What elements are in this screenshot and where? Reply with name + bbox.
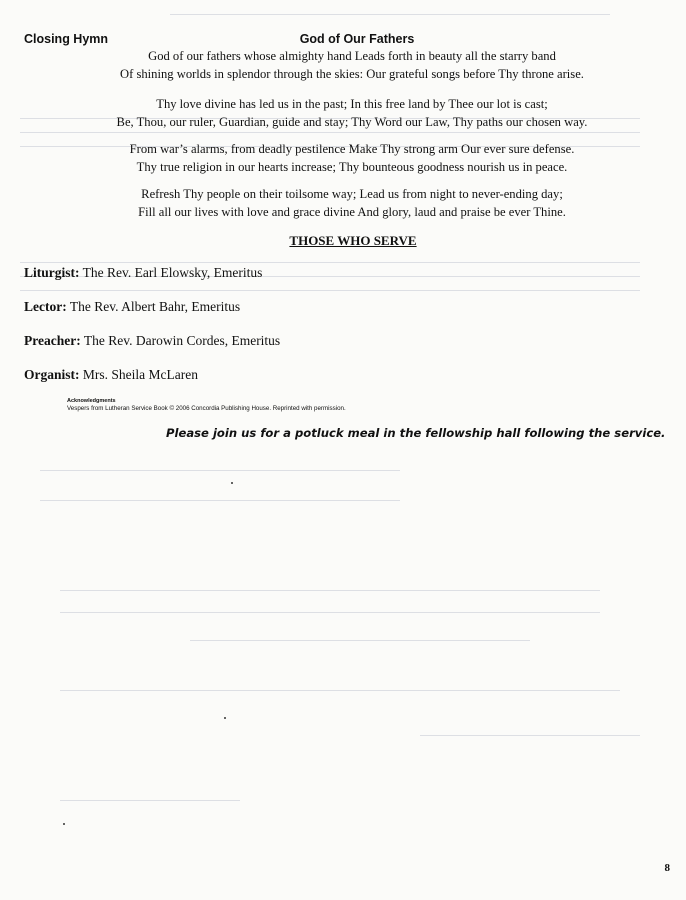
bleed-through-line xyxy=(40,470,400,471)
bleed-through-line xyxy=(60,690,620,691)
acknowledgments-text: Vespers from Lutheran Service Book © 2006 Concordia Publishing House. Reprinted with permission. xyxy=(67,405,346,412)
role-organist xyxy=(24,367,198,383)
role-person: The Rev. Darowin Cordes, Emeritus xyxy=(83,333,281,348)
potluck-announcement: Please join us for a potluck meal in the fellowship hall following the service. xyxy=(166,426,666,440)
those-who-serve-heading: THOSE WHO SERVE xyxy=(289,233,417,248)
role-liturgist xyxy=(24,265,262,281)
page-number: 8 xyxy=(664,862,670,874)
hymn-stanza-2 xyxy=(0,95,686,131)
bleed-through-line xyxy=(170,14,610,15)
bleed-through-line xyxy=(420,735,640,736)
bleed-through-line xyxy=(20,290,640,291)
role-label: Liturgist: xyxy=(24,265,80,280)
role-person: The Rev. Albert Bahr, Emeritus xyxy=(69,299,241,314)
role-preacher xyxy=(24,333,280,349)
stanza-line: Fill all our lives with love and grace divine And glory, laud and praise be ever Thine. xyxy=(138,205,566,219)
stanza-line: Be, Thou, our ruler, Guardian, guide and stay; Thy Word our Law, Thy paths our chosen way. xyxy=(116,115,588,129)
stanza-line: Thy love divine has led us in the past; In this free land by Thee our lot is cast; xyxy=(156,97,548,111)
bleed-through-line xyxy=(190,640,530,641)
closing-hymn-label: Closing Hymn xyxy=(24,32,109,46)
bleed-through-line xyxy=(40,500,400,501)
bleed-through-line xyxy=(20,262,640,263)
hymn-stanza-3 xyxy=(0,140,686,176)
hymn-stanza-1 xyxy=(0,47,686,83)
role-label: Preacher: xyxy=(24,333,81,348)
bleed-through-line xyxy=(60,800,240,801)
stanza-line: From war’s alarms, from deadly pestilence Make Thy strong arm Our ever sure defense. xyxy=(129,142,575,156)
bleed-through-line xyxy=(60,612,600,613)
role-label: Organist: xyxy=(24,367,80,382)
hymn-title: God of Our Fathers xyxy=(299,32,415,46)
stanza-line: Refresh Thy people on their toilsome way; Lead us from night to never-ending day; xyxy=(141,187,563,201)
role-label: Lector: xyxy=(24,299,67,314)
scan-speck xyxy=(231,482,233,484)
scan-speck xyxy=(63,823,65,825)
bleed-through-line xyxy=(60,590,600,591)
stanza-line: Thy true religion in our hearts increase; Thy bounteous goodness nourish us in peace. xyxy=(136,160,568,174)
role-person: The Rev. Earl Elowsky, Emeritus xyxy=(82,265,263,280)
role-person: Mrs. Sheila McLaren xyxy=(82,367,198,382)
stanza-line: God of our fathers whose almighty hand Leads forth in beauty all the starry band xyxy=(148,49,556,63)
bleed-through-line xyxy=(20,132,640,133)
role-lector xyxy=(24,299,240,315)
hymn-stanza-4 xyxy=(0,185,686,221)
stanza-line: Of shining worlds in splendor through the skies: Our grateful songs before Thy throne arise. xyxy=(120,67,584,81)
acknowledgments-title: Acknowledgments xyxy=(67,398,116,404)
scan-speck xyxy=(224,717,226,719)
